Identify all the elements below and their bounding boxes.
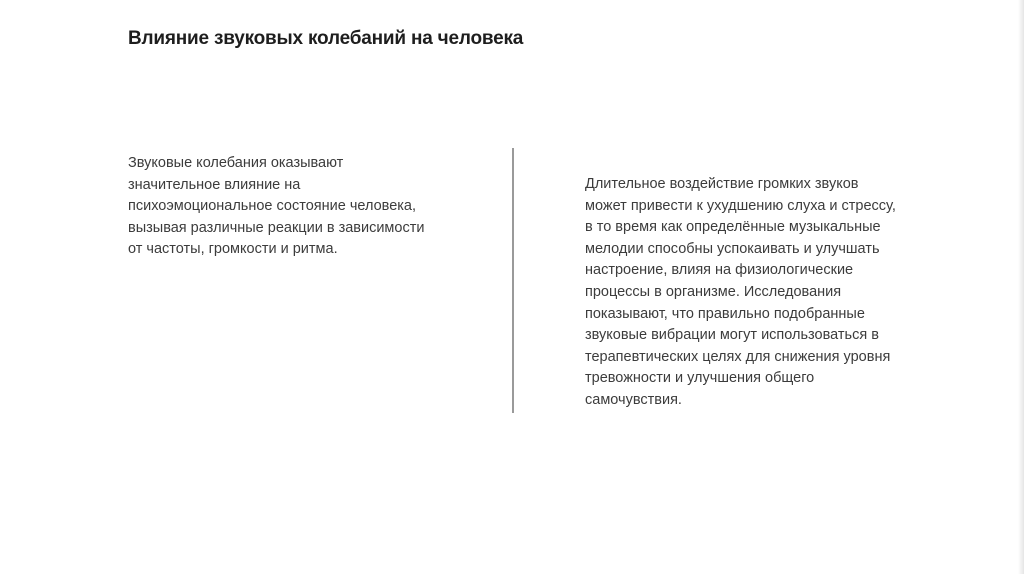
- text-line: терапевтических целях для снижения уровня: [585, 348, 891, 365]
- slide-title: Влияние звуковых колебаний на человека: [128, 28, 524, 49]
- column-divider: [512, 148, 514, 413]
- text-line: от частоты, громкости и ритма.: [128, 241, 338, 258]
- text-line: мелодии способны успокаивать и улучшать: [585, 240, 880, 257]
- text-line: тревожности и улучшения общего: [585, 370, 815, 387]
- text-line: настроение, влияя на физиологические: [585, 262, 854, 279]
- text-line: показывают, что правильно подобранные: [585, 305, 865, 322]
- text-line: в то время как определённые музыкальные: [585, 219, 881, 236]
- text-line: психоэмоциональное состояние человека,: [128, 198, 417, 215]
- text-line: вызывая различные реакции в зависимости: [128, 219, 425, 236]
- right-column-text: [585, 174, 930, 412]
- text-line: звуковые вибрации могут использоваться в: [585, 327, 879, 344]
- text-line: самочувствия.: [585, 391, 682, 408]
- text-line: может привести к ухудшению слуха и стрессу,: [585, 197, 896, 214]
- text-line: Длительное воздействие громких звуков: [585, 176, 859, 192]
- text-line: значительное влияние на: [128, 176, 301, 193]
- left-column-text: [128, 153, 473, 261]
- text-line: процессы в организме. Исследования: [585, 283, 842, 300]
- page-edge-shadow: [1018, 0, 1024, 574]
- text-line: Звуковые колебания оказывают: [128, 155, 344, 171]
